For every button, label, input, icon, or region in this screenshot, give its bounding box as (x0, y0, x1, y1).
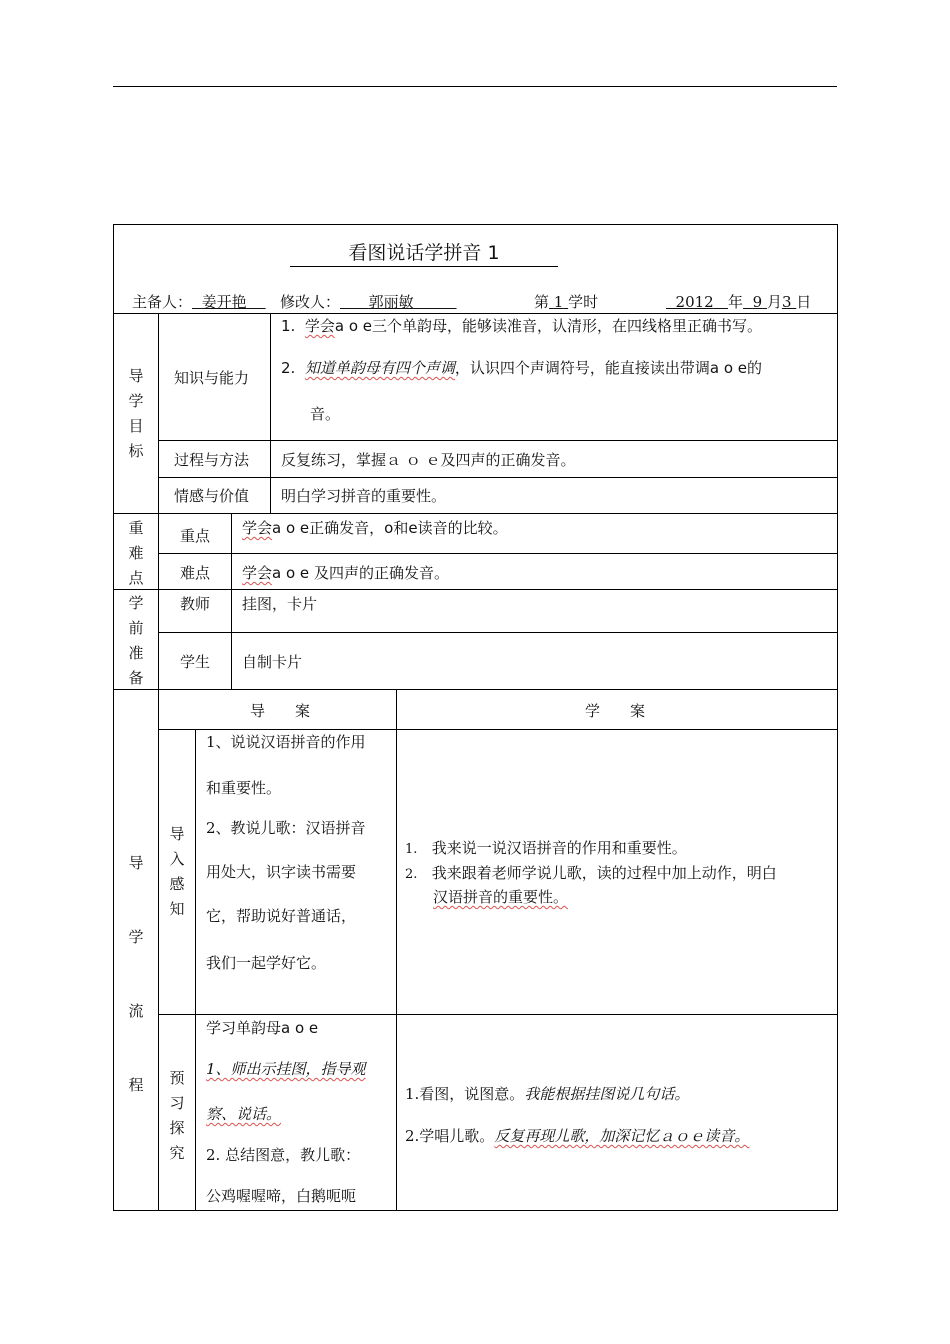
flow-label: 导学流程 (128, 854, 144, 1094)
explore-section-label: 预习探究 (169, 1069, 185, 1162)
student-label: 学生 (180, 653, 211, 671)
knowledge-item-2: 2. 知道单韵母有四个声调，认识四个声调符号，能直接读出带调a o e的 (281, 359, 763, 377)
knowledge-item-1: 1. 学会a o e三个单韵母，能够读准音，认清形，在四线格里正确书写。 (281, 317, 763, 335)
knowledge-item-2-cont: 音。 (310, 405, 341, 423)
explore-study-2: 2.学唱儿歌。反复再现儿歌，加深记忆ａｏｅ读音。 (405, 1127, 750, 1145)
author: 姜开艳 (201, 293, 247, 311)
intro-guide-4: 用处大，识字读书需要 (206, 863, 357, 881)
knowledge-label: 知识与能力 (174, 369, 250, 387)
explore-guide-1: 1、师出示挂图，指导观 (206, 1060, 366, 1078)
teacher-text: 挂图，卡片 (242, 595, 318, 613)
intro-section-label: 导入感知 (169, 825, 185, 918)
intro-study-1: 1. 我来说一说汉语拼音的作用和重要性。 (405, 839, 687, 857)
difficult-point-text: 学会a o e 及四声的正确发音。 (242, 564, 449, 582)
intro-guide-1: 1、说说汉语拼音的作用 (206, 733, 366, 751)
explore-guide-title: 学习单韵母a o e (206, 1019, 319, 1037)
explore-study-1: 1.看图，说图意。我能根据挂图说几句话。 (405, 1085, 690, 1103)
explore-guide-3: 2. 总结图意，教儿歌： (206, 1146, 361, 1164)
explore-guide-4: 公鸡喔喔啼，白鹅呃呃 (206, 1187, 357, 1205)
key-point-text: 学会a o e正确发音，o和e读音的比较。 (242, 519, 508, 537)
editor: 郭丽敏 (368, 293, 414, 311)
intro-guide-5: 它，帮助说好普通话， (206, 907, 357, 925)
intro-guide-6: 我们一起学好它。 (206, 954, 327, 972)
emotion-text: 明白学习拼音的重要性。 (281, 487, 447, 505)
study-column-header: 学 案 (585, 702, 646, 720)
key-point-label: 重点 (180, 527, 211, 545)
key-points-label: 重难点 (128, 519, 144, 587)
goals-label: 导学目标 (128, 367, 144, 460)
process-label: 过程与方法 (174, 451, 250, 469)
emotion-label: 情感与价值 (174, 487, 250, 505)
date: 2012 年 9 月3 日 (675, 293, 812, 311)
top-rule (113, 86, 837, 87)
explore-guide-2: 察、说话。 (206, 1105, 282, 1123)
intro-guide-3: 2、教说儿歌：汉语拼音 (206, 819, 366, 837)
student-text: 自制卡片 (242, 653, 303, 671)
period: 第 1 学时 (534, 293, 599, 311)
process-text: 反复练习，掌握ａ ｏ ｅ及四声的正确发音。 (281, 451, 576, 469)
page-title: 看图说话学拼音 1 (290, 240, 558, 267)
header-line: 主备人： 姜开艳 修改人： 郭丽敏 (132, 293, 414, 311)
teacher-label: 教师 (180, 595, 211, 613)
intro-guide-2: 和重要性。 (206, 779, 282, 797)
guide-column-header: 导 案 (250, 702, 311, 720)
intro-study-2: 2. 我来跟着老师学说儿歌，读的过程中加上动作，明白 (405, 864, 777, 882)
difficult-point-label: 难点 (180, 564, 211, 582)
intro-study-2-cont: 汉语拼音的重要性。 (433, 888, 569, 906)
prep-label: 学前准备 (128, 594, 144, 687)
